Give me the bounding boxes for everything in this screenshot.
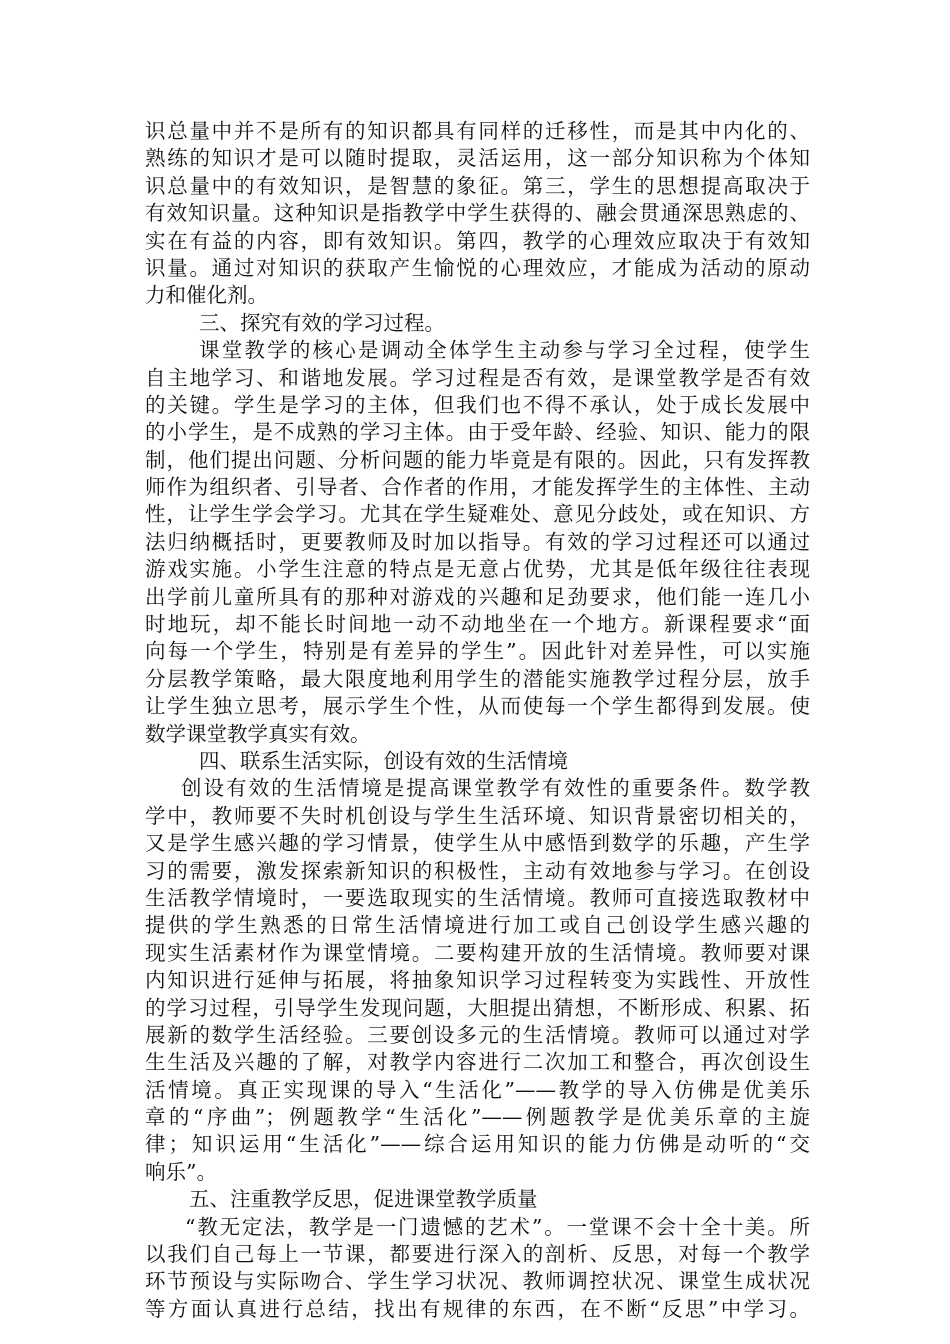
text-line: 生生活及兴趣的了解，对教学内容进行二次加工和整合，再次创设生: [145, 1050, 810, 1075]
text-line: 让学生独立思考，展示学生个性，从而使每一个学生都得到发展。使: [145, 694, 810, 719]
document-body: [145, 118, 810, 1323]
text-line: 有效知识量。这种知识是指教学中学生获得的、融会贯通深思熟虑的、: [145, 201, 810, 226]
text-line: 游戏实施。小学生注意的特点是无意占优势，尤其是低年级往往表现: [145, 557, 810, 582]
text-line: 课堂教学的核心是调动全体学生主动参与学习全过程，使学生: [199, 338, 810, 363]
text-line: 环节预设与实际吻合、学生学习状况、教师调控状况、课堂生成状况: [145, 1269, 810, 1294]
text-line: 的小学生，是不成熟的学习主体。由于受年龄、经验、知识、能力的限: [145, 420, 810, 445]
text-line: 数学课堂教学真实有效。: [145, 721, 371, 746]
text-line: 实在有益的内容，即有效知识。第四，教学的心理效应取决于有效知: [145, 228, 810, 253]
text-line: 三、探究有效的学习过程。: [199, 310, 445, 335]
text-line: 生活教学情境时，一要选取现实的生活情境。教师可直接选取教材中: [145, 885, 810, 910]
text-line: 熟练的知识才是可以随时提取，灵活运用，这一部分知识称为个体知: [145, 146, 810, 171]
text-line: 的关键。学生是学习的主体，但我们也不得不承认，处于成长发展中: [145, 392, 810, 417]
text-line: 识总量中并不是所有的知识都具有同样的迁移性，而是其中内化的、: [145, 119, 810, 143]
text-line: 习的需要，激发探索新知识的积极性，主动有效地参与学习。在创设: [145, 858, 810, 883]
text-line: 展新的数学生活经验。三要创设多元的生活情境。教师可以通过对学: [145, 1022, 810, 1047]
text-line: 现实生活素材作为课堂情境。二要构建开放的生活情境。教师要对课: [145, 940, 810, 965]
text-line: 性，让学生学会学习。尤其在学生疑难处、意见分歧处，或在知识、方: [145, 502, 810, 527]
text-line: 时地玩，却不能长时间地一动不动地坐在一个地方。新课程要求“面: [145, 612, 810, 637]
text-line: 出学前儿童所具有的那种对游戏的兴趣和足劲要求，他们能一连几小: [145, 584, 810, 609]
text-line: 四、联系生活实际，创设有效的生活情境: [199, 748, 568, 773]
text-line: 提供的学生熟悉的日常生活情境进行加工或自己创设学生感兴趣的: [145, 913, 810, 938]
text-line: 识总量中的有效知识，是智慧的象征。第三，学生的思想提高取决于: [145, 173, 810, 198]
text-line: 内知识进行延伸与拓展，将抽象知识学习过程转变为实践性、开放性: [145, 968, 810, 993]
text-line: 响乐”。: [145, 1159, 217, 1184]
text-line: 师作为组织者、引导者、合作者的作用，才能发挥学生的主体性、主动: [145, 475, 810, 500]
text-line: 分层教学策略，最大限度地利用学生的潜能实施教学过程分层，放手: [145, 666, 810, 691]
text-line: 力和催化剂。: [145, 283, 268, 308]
text-line: “教无定法，教学是一门遗憾的艺术”。一堂课不会十全十美。所: [185, 1214, 810, 1239]
text-line: 制，他们提出问题、分析问题的能力毕竟是有限的。因此，只有发挥教: [145, 447, 810, 472]
text-line: 识量。通过对知识的获取产生愉悦的心理效应，才能成为活动的原动: [145, 255, 810, 280]
text-line: 的学习过程，引导学生发现问题，大胆提出猜想，不断形成、积累、拓: [145, 995, 810, 1020]
text-line: 以我们自己每上一节课，都要进行深入的剖析、反思，对每一个教学: [145, 1242, 810, 1267]
text-line: 法归纳概括时，更要教师及时加以指导。有效的学习过程还可以通过: [145, 529, 810, 554]
text-line: 五、注重教学反思，促进课堂教学质量: [189, 1187, 538, 1212]
text-line: 章的“序曲”；例题教学“生活化”——例题教学是优美乐章的主旋: [145, 1105, 810, 1130]
text-line: 活情境。真正实现课的导入“生活化”——教学的导入仿佛是优美乐: [145, 1077, 810, 1102]
text-line: 学中，教师要不失时机创设与学生生活环境、知识背景密切相关的，: [145, 803, 810, 828]
text-line: 律；知识运用“生活化”——综合运用知识的能力仿佛是动听的“交: [145, 1132, 810, 1157]
text-line: 自主地学习、和谐地发展。学习过程是否有效，是课堂教学是否有效: [145, 365, 810, 390]
text-line: 创设有效的生活情境是提高课堂教学有效性的重要条件。数学教: [181, 776, 810, 801]
text-line: 等方面认真进行总结，找出有规律的东西，在不断“反思”中学习。: [145, 1296, 810, 1321]
text-line: 向每一个学生，特别是有差异的学生”。因此针对差异性，可以实施: [145, 639, 810, 664]
text-line: 又是学生感兴趣的学习情景，使学生从中感悟到数学的乐趣，产生学: [145, 831, 810, 856]
